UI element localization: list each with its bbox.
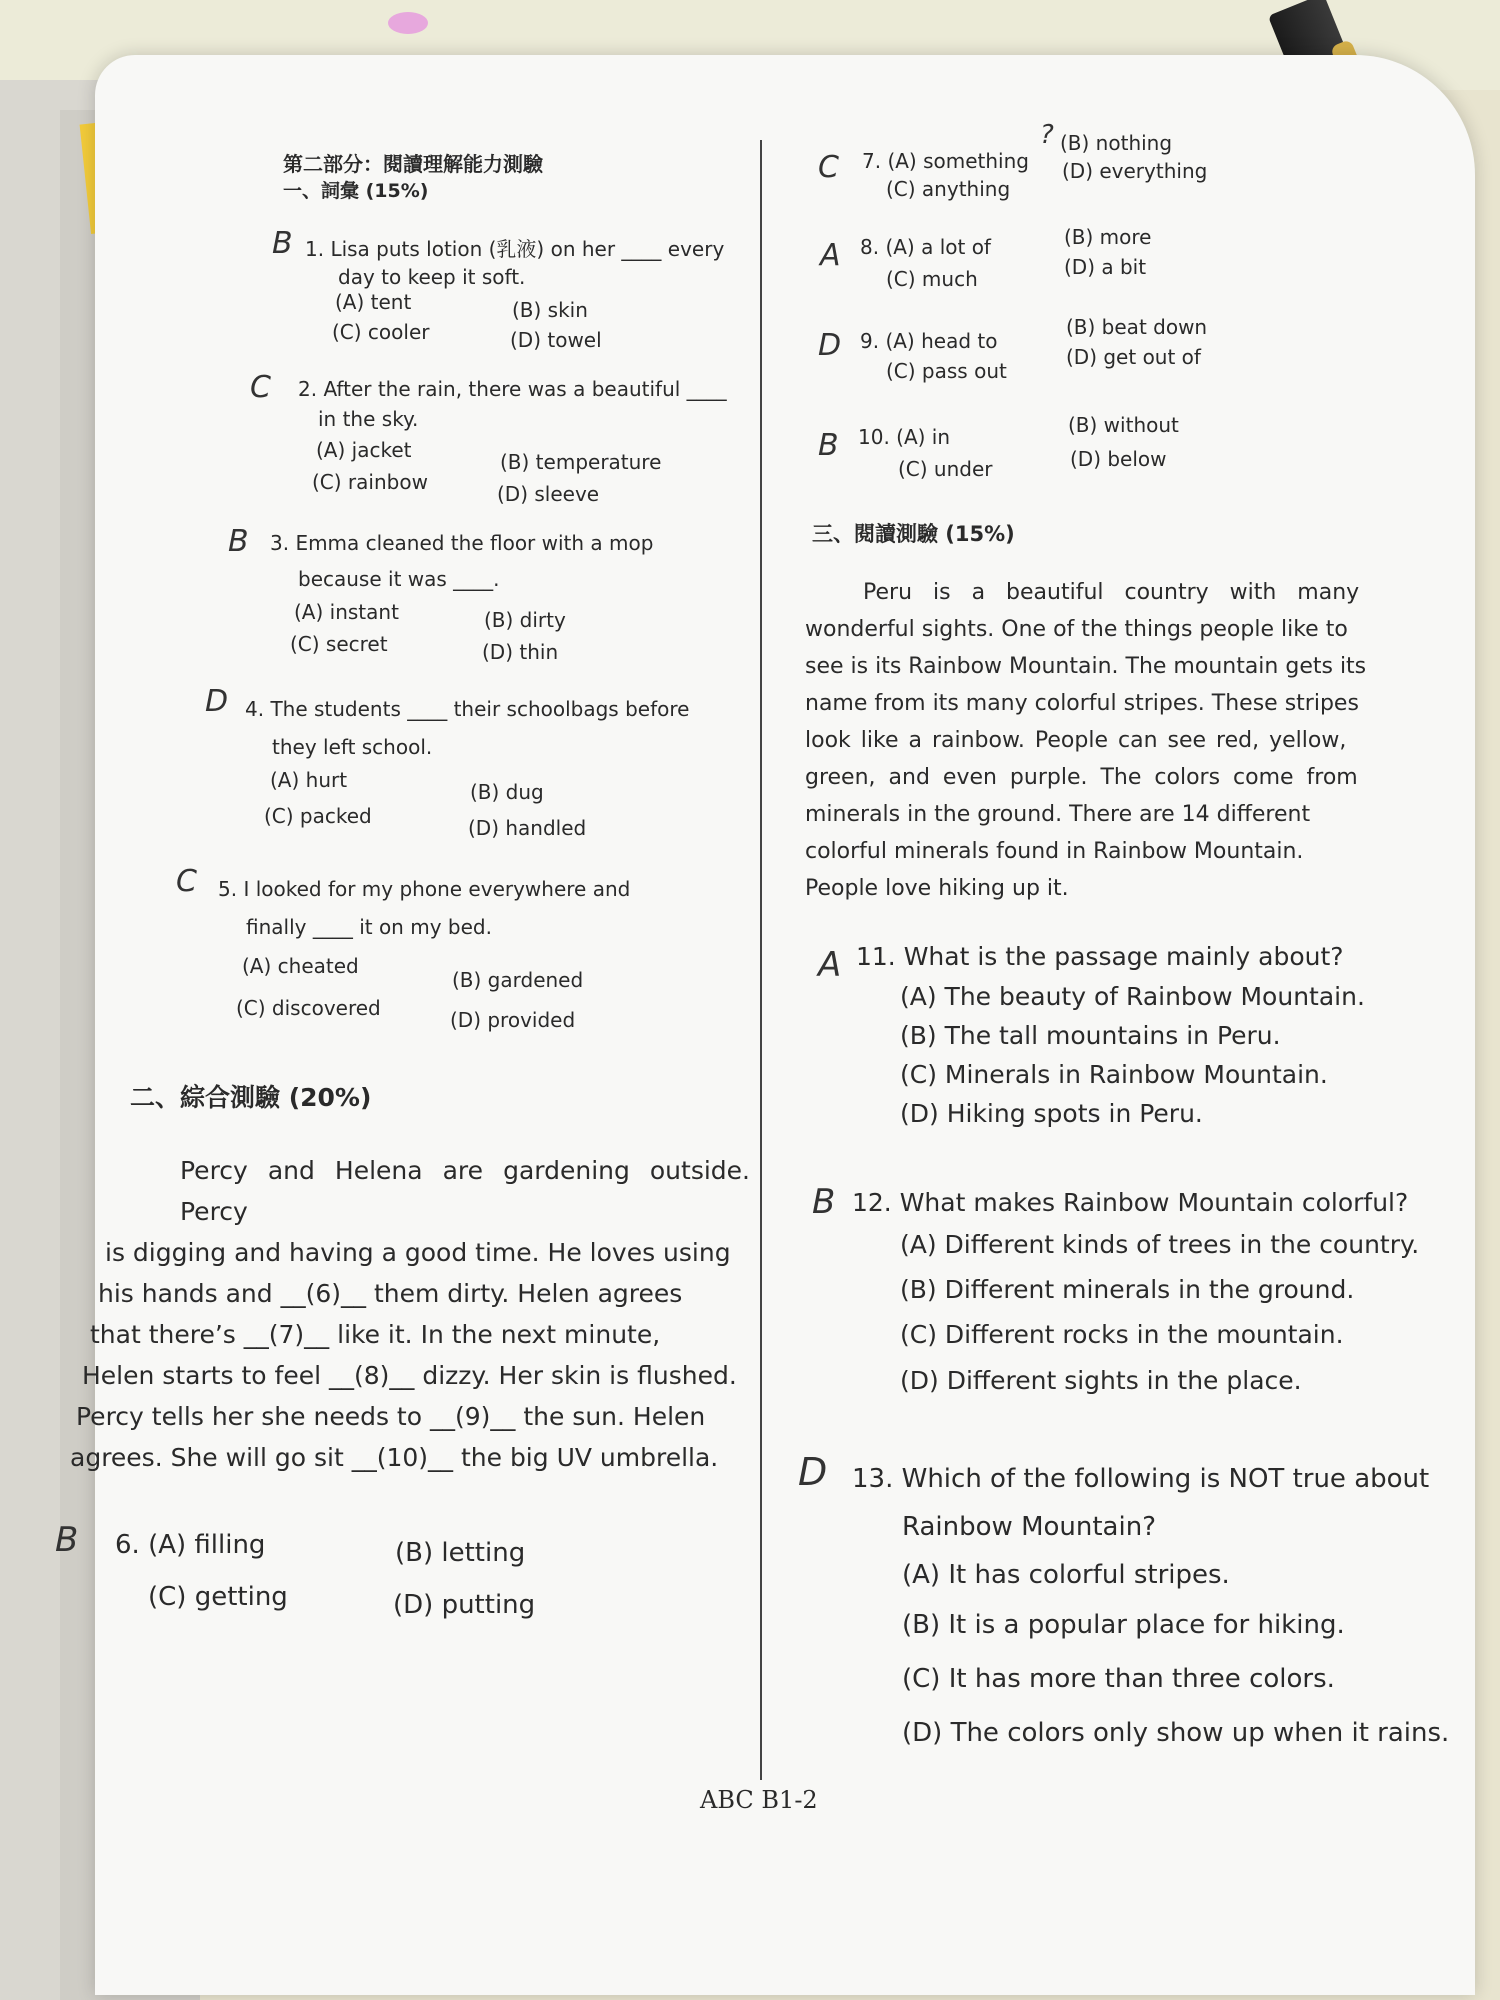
option-a: 8. (A) a lot of — [860, 235, 991, 259]
question-stem: 1. Lisa puts lotion (乳液) on her ____ every — [305, 237, 725, 261]
option-a: (A) hurt — [270, 768, 348, 792]
passage-line: Percy and Helena are gardening outside. Percy — [180, 1156, 750, 1226]
option-a: (A) cheated — [242, 954, 359, 978]
question-stem: 5. I looked for my phone everywhere and — [218, 877, 631, 901]
passage-line: name from its many colorful stripes. These stripes — [805, 691, 1359, 716]
passage-line: is digging and having a good time. He loves using — [105, 1238, 731, 1267]
option-c: (C) Different rocks in the mountain. — [900, 1320, 1344, 1349]
option-d: (D) a bit — [1064, 255, 1147, 279]
option-c: (C) pass out — [886, 359, 1007, 383]
handwritten-answer: C — [818, 150, 839, 185]
option-b: (B) dirty — [484, 608, 566, 632]
handwritten-answer: B — [272, 226, 293, 261]
option-d: (D) Different sights in the place. — [900, 1366, 1302, 1395]
handwritten-answer: D — [205, 684, 229, 719]
option-d: (D) below — [1070, 447, 1167, 471]
option-a: (A) It has colorful stripes. — [902, 1560, 1230, 1590]
option-d: (D) towel — [510, 328, 602, 352]
option-c: (C) packed — [264, 804, 372, 828]
option-d: (D) thin — [482, 640, 559, 664]
option-b: (B) gardened — [452, 968, 584, 992]
reading-heading: 三、閱讀測驗 (15%) — [812, 522, 1015, 546]
handwritten-answer: D — [818, 328, 842, 363]
question-stem: 11. What is the passage mainly about? — [856, 942, 1344, 971]
question-stem-cont: they left school. — [272, 735, 433, 759]
question-stem: 12. What makes Rainbow Mountain colorful? — [852, 1188, 1409, 1217]
option-c: (C) under — [898, 457, 993, 481]
option-b: (B) beat down — [1066, 315, 1208, 339]
option-d: (D) provided — [450, 1008, 576, 1032]
option-a: (A) The beauty of Rainbow Mountain. — [900, 982, 1365, 1011]
passage-line: Peru is a beautiful country with many — [863, 580, 1360, 605]
option-d: (D) everything — [1062, 159, 1208, 183]
option-c: (C) rainbow — [312, 470, 428, 494]
option-b: (B) It is a popular place for hiking. — [902, 1610, 1345, 1640]
handwritten-answer: C — [250, 370, 271, 405]
handwritten-answer: B — [55, 1520, 79, 1560]
option-c: (C) Minerals in Rainbow Mountain. — [900, 1060, 1328, 1089]
handwritten-mark: ? — [1040, 120, 1054, 150]
option-a: (A) tent — [335, 290, 412, 314]
option-d: (D) The colors only show up when it rains. — [902, 1718, 1450, 1748]
option-d: (D) putting — [393, 1590, 536, 1620]
passage-line: green, and even purple. The colors come from — [805, 765, 1358, 790]
question-stem-cont: day to keep it soft. — [338, 265, 526, 289]
question-stem-cont: in the sky. — [318, 407, 419, 431]
passage-line: colorful minerals found in Rainbow Mountain. — [805, 839, 1304, 864]
option-c: (C) much — [886, 267, 978, 291]
option-a: (A) instant — [294, 600, 399, 624]
cloze-heading: 二、綜合測驗 (20%) — [130, 1083, 372, 1112]
part-title: 第二部分：閱讀理解能力測驗 — [283, 152, 543, 176]
option-b: (B) more — [1064, 225, 1152, 249]
passage-line: wonderful sights. One of the things people like to — [805, 617, 1348, 642]
reading-passage — [805, 574, 1385, 907]
option-a: (A) jacket — [316, 438, 412, 462]
question-stem-cont: finally ____ it on my bed. — [246, 915, 492, 939]
option-a: 10. (A) in — [858, 425, 951, 449]
option-b: (B) temperature — [500, 450, 662, 474]
vocab-heading: 一、詞彙 (15%) — [283, 180, 429, 202]
pink-eraser — [388, 12, 428, 34]
handwritten-answer: D — [798, 1450, 828, 1494]
option-b: (B) skin — [512, 298, 588, 322]
option-d: (D) Hiking spots in Peru. — [900, 1099, 1203, 1128]
option-a: 6. (A) filling — [115, 1530, 266, 1560]
option-b: (B) The tall mountains in Peru. — [900, 1021, 1281, 1050]
option-c: (C) anything — [886, 177, 1011, 201]
option-c: (C) discovered — [236, 996, 381, 1020]
question-stem: 13. Which of the following is NOT true about — [852, 1464, 1430, 1494]
option-b: (B) nothing — [1060, 131, 1173, 155]
question-stem: 3. Emma cleaned the floor with a mop — [270, 531, 654, 555]
passage-line: Percy tells her she needs to __(9)__ the sun. Helen — [76, 1402, 706, 1431]
option-c: (C) secret — [290, 632, 388, 656]
option-a: 7. (A) something — [862, 149, 1029, 173]
handwritten-answer: C — [176, 864, 197, 899]
option-b: (B) dug — [470, 780, 544, 804]
column-divider — [760, 140, 762, 1780]
passage-line: look like a rainbow. People can see red, yellow, — [805, 728, 1347, 753]
passage-line: People love hiking up it. — [805, 876, 1069, 901]
option-c: (C) cooler — [332, 320, 430, 344]
option-d: (D) get out of — [1066, 345, 1201, 369]
option-a: (A) Different kinds of trees in the country. — [900, 1230, 1420, 1259]
option-c: (C) getting — [148, 1582, 288, 1612]
option-c: (C) It has more than three colors. — [902, 1664, 1335, 1694]
handwritten-answer: B — [818, 428, 839, 463]
question-stem: 2. After the rain, there was a beautiful ____ — [298, 377, 727, 401]
handwritten-answer: A — [818, 945, 842, 985]
passage-line: see is its Rainbow Mountain. The mountain gets its — [805, 654, 1367, 679]
passage-line: minerals in the ground. There are 14 different — [805, 802, 1311, 827]
passage-line: agrees. She will go sit __(10)__ the big UV umbrella. — [70, 1443, 719, 1472]
option-b: (B) Different minerals in the ground. — [900, 1275, 1355, 1304]
handwritten-answer: A — [820, 238, 841, 273]
option-b: (B) without — [1068, 413, 1179, 437]
question-stem: 4. The students ____ their schoolbags before — [245, 697, 690, 721]
option-d: (D) handled — [468, 816, 587, 840]
question-stem-cont: Rainbow Mountain? — [902, 1512, 1156, 1542]
handwritten-answer: B — [812, 1182, 836, 1222]
passage-line: his hands and __(6)__ them dirty. Helen agrees — [98, 1279, 683, 1308]
option-d: (D) sleeve — [497, 482, 600, 506]
option-b: (B) letting — [395, 1538, 526, 1568]
question-stem-cont: because it was ____. — [298, 567, 500, 591]
handwritten-answer: B — [228, 524, 249, 559]
option-a: 9. (A) head to — [860, 329, 998, 353]
passage-line: Helen starts to feel __(8)__ dizzy. Her skin is flushed. — [82, 1361, 737, 1390]
cloze-passage — [70, 1150, 750, 1478]
page-footer: ABC B1-2 — [700, 1786, 818, 1814]
passage-line: that there’s __(7)__ like it. In the next minute, — [90, 1320, 661, 1349]
